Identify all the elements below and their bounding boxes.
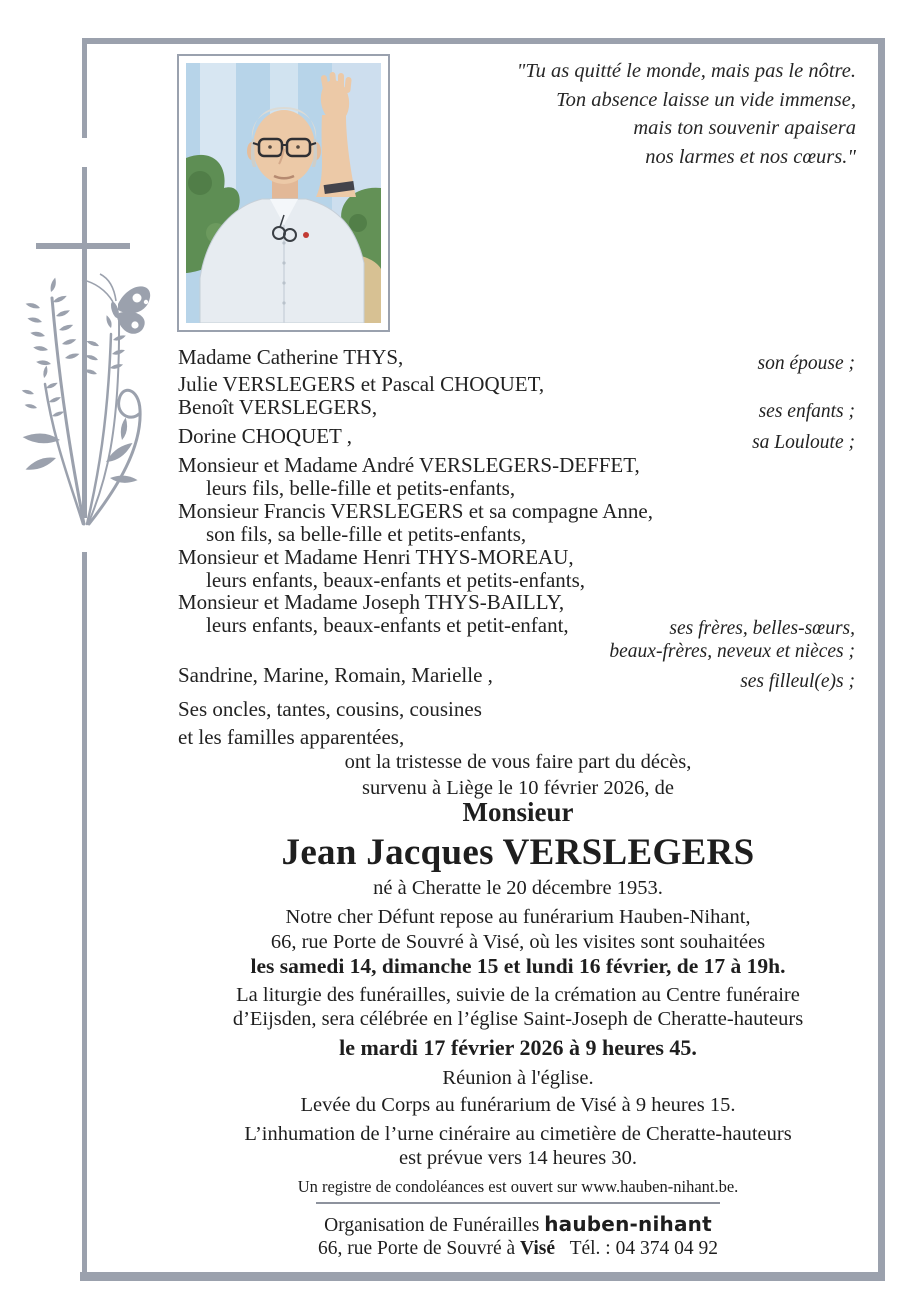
family-entry-louloute [178,425,352,448]
butterfly-icon [82,274,150,334]
ceremony-datetime: le mardi 17 février 2026 à 9 heures 45. [339,1035,697,1060]
phone-number: Tél. : 04 374 04 92 [569,1238,718,1259]
family-name-line: leurs enfants, beaux-enfants et petits-enfants, [206,567,586,592]
family-entry-spouse [178,346,403,369]
portrait-photo [177,54,390,332]
relation-label: ses enfants ; [758,401,855,422]
family-name-line: leurs fils, belle-fille et petits-enfants, [206,475,516,500]
family-name-line: leurs enfants, beaux-enfants et petit-enfant, [206,613,569,638]
family-name-line: Benoît VERSLEGERS, [178,395,378,419]
death-announcement: ont la tristesse de vous faire part du décès, survenu à Liège le 10 février 2026, de [344,751,692,799]
funeral-home-address: 66, rue Porte de Souvré à Visé Tél. : 04 374 04 92 [318,1238,718,1259]
relation-label: ses frères, belles-sœurs, beaux-frères, neveux et nièces ; [609,618,855,662]
wheat-stalks-icon [18,272,153,532]
family-name-line: Monsieur et Madame Henri THYS-MOREAU, [178,544,574,569]
liturgy-info: La liturgie des funérailles, suivie de la crémation au Centre funéraire d’Eijsden, sera célébrée en l’église Saint-Joseph de Cheratte-hauteurs [232,984,804,1030]
family-name-line: Dorine CHOQUET , [178,424,353,448]
family-entry-extended [178,695,482,751]
cross-icon [36,243,130,249]
frame-bottom-border [80,1272,885,1281]
condolence-register-note: Un registre de condoléances est ouvert sur www.hauben-nihant.be. [297,1177,739,1196]
quote-line: "Tu as quitté le monde, mais pas le nôtre. [516,60,856,82]
relation-label: ses filleul(e)s ; [740,671,855,692]
relation-label: son épouse ; [757,353,855,374]
frame-right-border [878,38,885,1281]
family-entry-siblings [178,454,653,637]
family-name-line: Ses oncles, tantes, cousins, cousines [178,697,482,721]
family-name-line: Julie VERSLEGERS et Pascal CHOQUET, [178,372,545,396]
family-name-line: Monsieur et Madame Joseph THYS-BAILLY, [178,590,565,615]
relation-label: sa Louloute ; [752,432,855,453]
meeting-info: Réunion à l'église. [442,1067,594,1089]
deceased-name: Jean Jacques VERSLEGERS [281,832,755,873]
memorial-quote [517,57,856,171]
visitation-schedule: les samedi 14, dimanche 15 et lundi 16 février, de 17 à 19h. [250,954,786,978]
quote-line: Ton absence laisse un vide immense, [556,88,856,111]
funeral-home-label: Organisation de Funérailles [324,1215,540,1236]
family-name-line: Sandrine, Marine, Romain, Marielle , [178,663,493,687]
footer-divider [316,1202,720,1204]
city-name: Visé [520,1238,556,1259]
funeral-home-brand-logo: hauben-nihant [544,1212,712,1236]
frame-left-border-upper [82,38,87,138]
family-entry-children [178,373,544,419]
funeral-home-line [178,1212,858,1237]
family-name-line: Monsieur Francis VERSLEGERS et sa compagne Anne, [178,498,653,523]
portrait-illustration [186,63,381,323]
family-name-line: son fils, sa belle-fille et petits-enfants, [206,521,527,546]
quote-line: nos larmes et nos cœurs." [645,145,856,168]
family-name-line: Madame Catherine THYS, [178,345,404,369]
inhumation-info: L’inhumation de l’urne cinéraire au cimetière de Cheratte-hauteurs est prévue vers 14 heures 30. [244,1123,792,1169]
family-entry-godchildren [178,664,493,687]
visitation-info: Notre cher Défunt repose au funérarium Hauben-Nihant, 66, rue Porte de Souvré à Visé, où les visites sont souhaitées les samedi 14, dimanche 15 et lundi 16 février, de 17 à 19h. [178,905,858,979]
deceased-title: Monsieur [462,797,574,827]
family-name-line: et les familles apparentées, [178,725,405,749]
family-name-line: Monsieur et Madame André VERSLEGERS-DEFFET, [178,453,640,477]
birth-info: né à Cheratte le 20 décembre 1953. [373,877,663,899]
quote-line: mais ton souvenir apaisera [633,117,856,139]
levee-info: Levée du Corps au funérarium de Visé à 9 heures 15. [300,1094,736,1116]
frame-left-border-lower [82,552,87,1272]
frame-top-border [82,38,885,44]
